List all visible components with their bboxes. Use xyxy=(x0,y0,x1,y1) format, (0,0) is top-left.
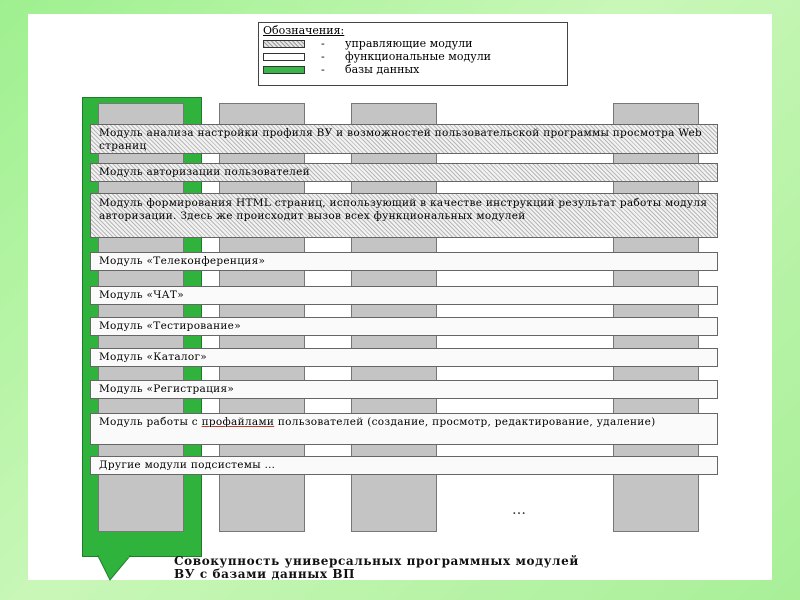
legend-label: управляющие модули xyxy=(345,37,473,50)
legend-dash: - xyxy=(321,37,325,50)
module-band-registration xyxy=(90,380,718,399)
module-label: Модуль «Тестирование» xyxy=(99,320,241,332)
diagram-caption xyxy=(174,555,579,581)
functional-module-swatch xyxy=(263,53,305,61)
caption-line-2: ВУ с базами данных ВП xyxy=(174,567,356,581)
module-band-other xyxy=(90,456,718,475)
module-label: Модуль анализа настройки профиля ВУ и возможностей пользовательской программы просмотра Web страниц xyxy=(99,127,703,152)
module-label: Модуль формирования HTML страниц, использующий в качестве инструкций результат работы модуля авторизации. Здесь же происходит вызов всех функциональных модулей xyxy=(99,197,708,222)
caption-line-1: Совокупность универсальных программных модулей xyxy=(174,554,579,568)
legend-dash: - xyxy=(321,50,325,63)
module-label: Модуль «Телеконференция» xyxy=(99,255,266,267)
legend-title: Обозначения: xyxy=(263,24,345,37)
module-label: Модуль «ЧАТ» xyxy=(99,289,184,301)
database-swatch xyxy=(263,66,305,74)
module-band-teleconference xyxy=(90,252,718,271)
control-module-swatch xyxy=(263,40,305,48)
module-label: Модуль «Каталог» xyxy=(99,351,208,363)
module-label: Модуль авторизации пользователей xyxy=(99,166,310,178)
module-band-profile-analysis xyxy=(90,124,718,154)
module-label: Другие модули подсистемы … xyxy=(99,459,276,471)
module-band-catalog xyxy=(90,348,718,367)
module-band-user-profiles xyxy=(90,413,718,445)
module-band-authorization xyxy=(90,163,718,182)
module-label-start: Модуль работы с xyxy=(99,416,202,428)
legend-dash: - xyxy=(321,63,325,76)
module-label-end: пользователей (создание, просмотр, редактирование, удаление) xyxy=(274,416,656,428)
module-label-marked: профайлами xyxy=(201,416,275,428)
module-band-chat xyxy=(90,286,718,305)
more-columns-ellipsis: … xyxy=(512,502,528,518)
legend-label: функциональные модули xyxy=(345,50,492,63)
legend-item-database xyxy=(263,65,563,77)
legend-label: базы данных xyxy=(345,63,420,76)
module-band-testing xyxy=(90,317,718,336)
legend xyxy=(258,22,568,86)
module-label: Модуль «Регистрация» xyxy=(99,383,235,395)
module-band-html-generation xyxy=(90,193,718,238)
